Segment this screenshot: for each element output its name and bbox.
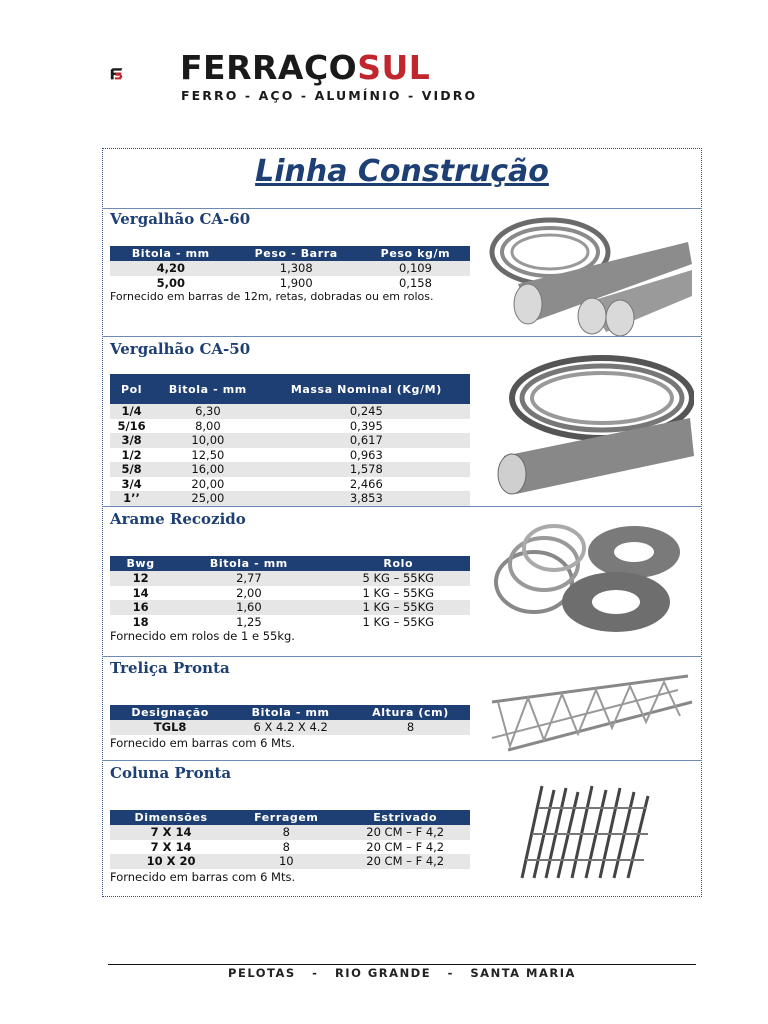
table-header: Pol <box>110 374 153 404</box>
table-cell: 10,00 <box>153 433 263 448</box>
table-row <box>110 571 470 586</box>
table-cell: 2,00 <box>236 585 262 600</box>
table-cell: 1,25 <box>236 614 262 629</box>
brand-name <box>180 48 430 88</box>
table-row <box>110 404 470 419</box>
table-cell: 25,00 <box>153 491 263 506</box>
table-cell: 1 KG – 55KG <box>327 600 470 615</box>
table-header: Designação <box>110 705 230 720</box>
table-cell: 2,466 <box>349 476 383 491</box>
table-ca50 <box>110 374 470 506</box>
section-divider <box>102 506 702 507</box>
table-cell: 6 X 4.2 X 4.2 <box>230 720 351 735</box>
table-row <box>110 276 470 291</box>
table-header: Ferragem <box>232 810 340 825</box>
table-ca60 <box>110 246 470 290</box>
table-cell: 0,158 <box>398 275 432 290</box>
table-header: Peso kg/m <box>361 246 470 261</box>
note-coluna: Fornecido em barras com 6 Mts. <box>110 870 296 884</box>
table-row <box>110 825 470 840</box>
table-header: Massa Nominal (Kg/M) <box>263 374 470 404</box>
table-cell: 5/16 <box>117 418 146 433</box>
table-header: Peso - Barra <box>232 246 361 261</box>
table-row <box>110 854 470 869</box>
table-cell: 16 <box>110 600 171 615</box>
table-cell: 1’’ <box>110 491 153 506</box>
note-trelica: Fornecido em barras com 6 Mts. <box>110 736 296 750</box>
section-title-ca50: Vergalhão CA-50 <box>110 340 251 358</box>
table-row <box>110 419 470 434</box>
table-arame <box>110 556 470 629</box>
table-cell: 2,77 <box>171 571 326 586</box>
table-cell: 5 KG – 55KG <box>327 571 470 586</box>
table-row <box>110 433 470 448</box>
table-header: Dimensões <box>110 810 232 825</box>
table-cell: 1 KG – 55KG <box>362 585 435 600</box>
ferracosul-logo <box>110 44 174 104</box>
table-cell: 20 CM – F 4,2 <box>340 854 470 869</box>
truss-photo <box>488 672 694 754</box>
section-divider <box>102 760 702 761</box>
table-cell: 20,00 <box>191 476 225 491</box>
table-cell: 0,963 <box>349 447 383 462</box>
table-row <box>110 477 470 492</box>
table-cell: 1,60 <box>171 600 326 615</box>
rebar-ca50-photo <box>490 346 694 498</box>
table-row <box>110 448 470 463</box>
table-cell: 8 <box>282 839 290 854</box>
table-cell: 16,00 <box>153 462 263 477</box>
table-cell: 12,50 <box>191 447 225 462</box>
table-header: Bitola - mm <box>230 705 351 720</box>
table-row <box>110 261 470 276</box>
annealed-wire-photo <box>492 512 692 642</box>
footer-locations: PELOTAS - RIO GRANDE - SANTA MARIA <box>228 966 576 980</box>
table-cell: 5,00 <box>156 275 185 290</box>
table-cell: 8 <box>232 825 340 840</box>
table-cell: 1/2 <box>121 447 142 462</box>
table-row <box>110 462 470 477</box>
table-cell: 12 <box>110 571 171 586</box>
table-cell: 1 KG – 55KG <box>362 614 435 629</box>
table-cell: 3,853 <box>263 491 470 506</box>
table-cell: 18 <box>132 614 149 629</box>
table-cell: 1,900 <box>279 275 313 290</box>
table-coluna <box>110 810 470 869</box>
section-title-trelica: Treliça Pronta <box>110 659 230 677</box>
table-row <box>110 600 470 615</box>
brand-name-part2: SUL <box>357 48 431 87</box>
brand-tagline: FERRO - AÇO - ALUMÍNIO - VIDRO <box>181 88 478 103</box>
section-title-arame: Arame Recozido <box>110 510 246 528</box>
table-cell: 1,308 <box>232 261 361 276</box>
table-cell: 8,00 <box>195 418 221 433</box>
table-cell: 7 X 14 <box>110 825 232 840</box>
table-cell: 7 X 14 <box>150 839 192 854</box>
table-header: Bitola - mm <box>171 556 326 571</box>
table-cell: 1,578 <box>263 462 470 477</box>
table-cell: 6,30 <box>153 404 263 419</box>
table-row <box>110 586 470 601</box>
table-header: Bitola - mm <box>110 246 232 261</box>
table-header: Bwg <box>110 556 171 571</box>
table-cell: 0,617 <box>263 433 470 448</box>
note-ca60: Fornecido em barras de 12m, retas, dobradas ou em rolos. <box>110 290 434 303</box>
table-header: Estrivado <box>340 810 470 825</box>
table-row <box>110 840 470 855</box>
table-cell: 0,109 <box>361 261 470 276</box>
section-title-ca60: Vergalhão CA-60 <box>110 210 251 228</box>
table-row <box>110 491 470 506</box>
table-cell: 20 CM – F 4,2 <box>366 839 445 854</box>
section-divider <box>102 336 702 337</box>
table-cell: 10 <box>232 854 340 869</box>
column-rebar-photo <box>508 782 658 882</box>
table-cell: 14 <box>132 585 149 600</box>
table-cell: 20 CM – F 4,2 <box>340 825 470 840</box>
table-cell: 3/8 <box>110 433 153 448</box>
table-cell: 5/8 <box>110 462 153 477</box>
footer-divider <box>108 964 696 965</box>
rebar-ca60-photo <box>488 212 694 336</box>
section-divider <box>102 656 702 657</box>
table-row <box>110 615 470 630</box>
page-title: Linha Construção <box>255 154 549 189</box>
table-header: Rolo <box>327 556 470 571</box>
table-cell: 3/4 <box>121 476 142 491</box>
table-cell: 4,20 <box>110 261 232 276</box>
section-divider <box>102 208 702 209</box>
brand-name-part1: FERRAÇO <box>180 48 358 87</box>
section-title-coluna: Coluna Pronta <box>110 764 232 782</box>
table-cell: 0,245 <box>263 404 470 419</box>
table-row <box>110 720 470 735</box>
table-cell: 10 X 20 <box>110 854 232 869</box>
table-header: Altura (cm) <box>351 705 470 720</box>
note-arame: Fornecido em rolos de 1 e 55kg. <box>110 629 295 643</box>
table-cell: 0,395 <box>349 418 383 433</box>
table-trelica <box>110 705 470 735</box>
table-cell: 1/4 <box>110 404 153 419</box>
table-cell: TGL8 <box>110 720 230 735</box>
table-header: Bitola - mm <box>153 374 263 404</box>
table-cell: 8 <box>351 720 470 735</box>
